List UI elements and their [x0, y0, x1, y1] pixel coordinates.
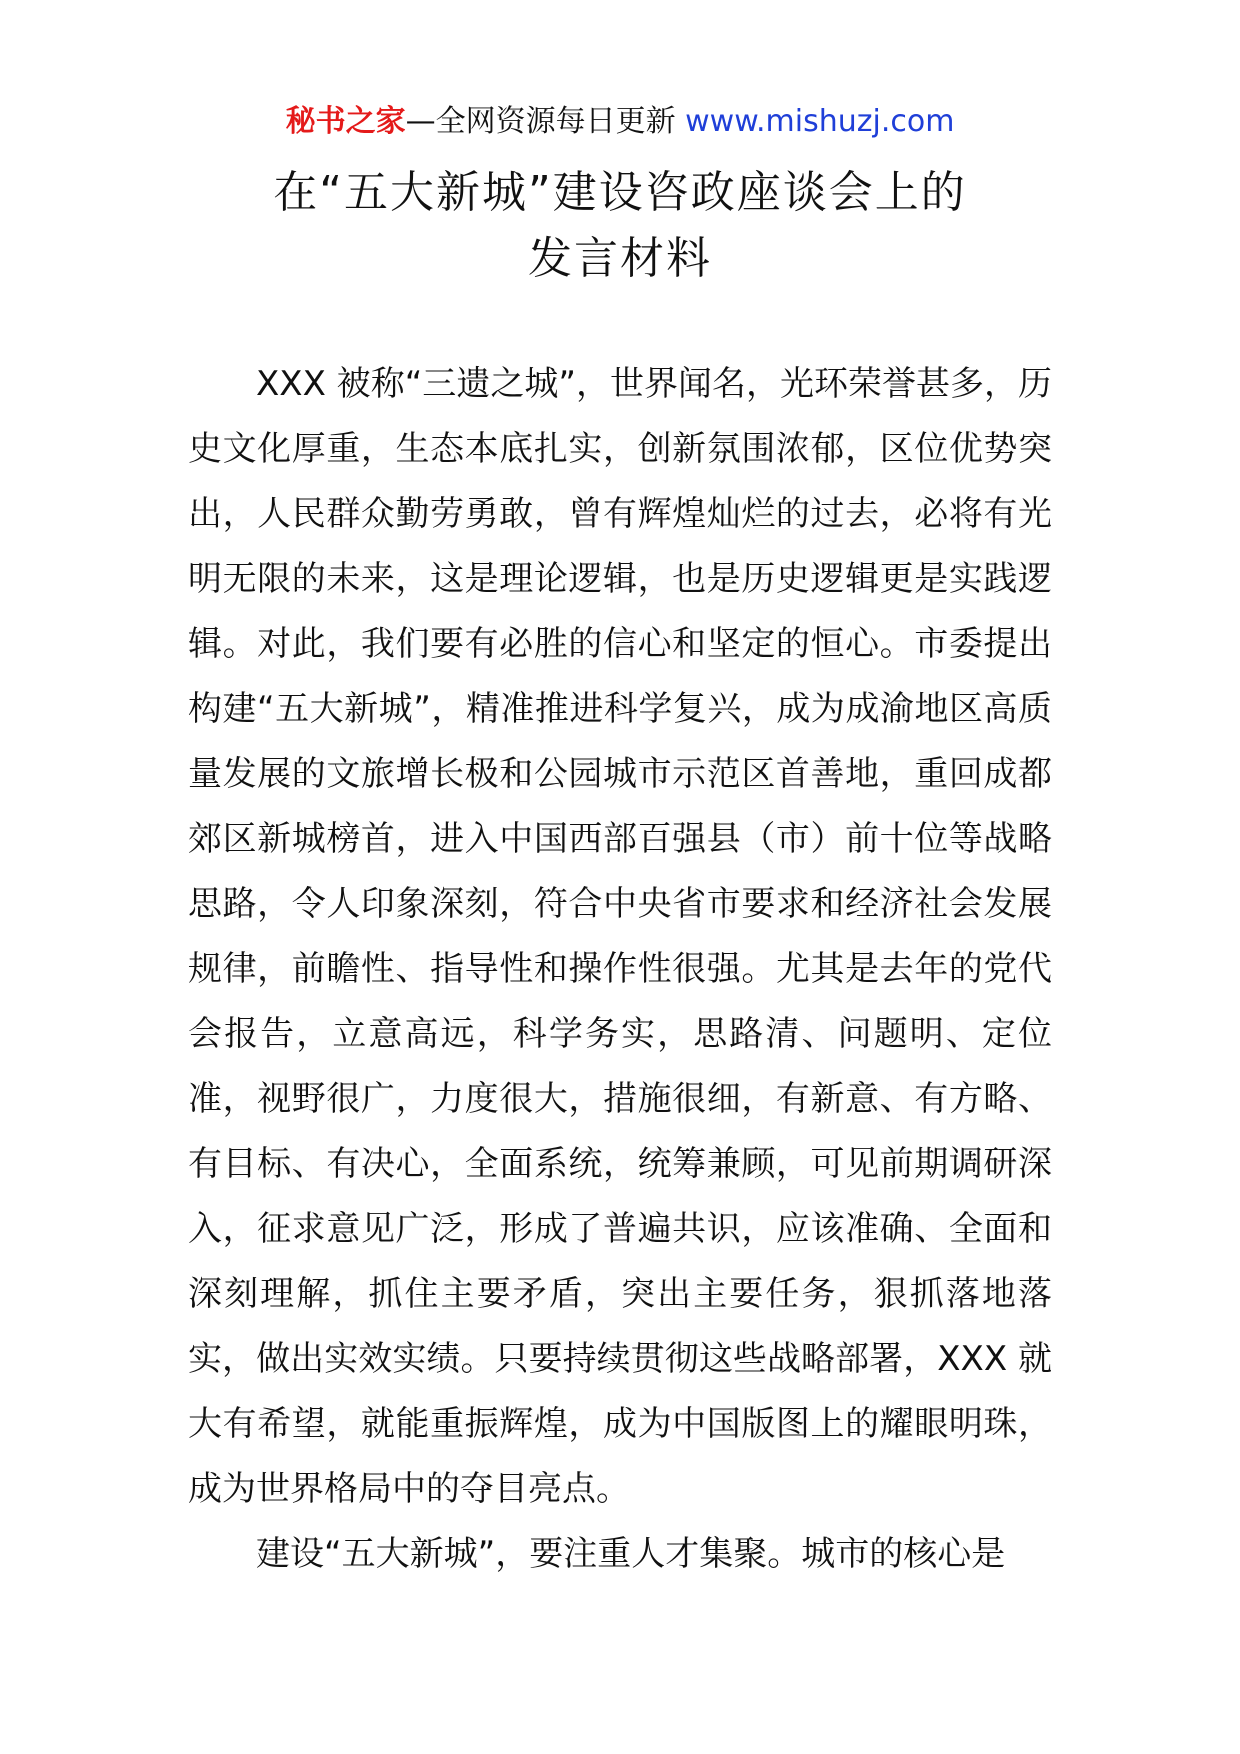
document-title: [0, 160, 1240, 292]
body-paragraph-2: 建设“五大新城”，要注重人才集聚。城市的核心是: [256, 1534, 1006, 1574]
document-body: [188, 352, 1052, 1587]
title-line-1: 在“五大新城”建设咨政座谈会上的: [273, 167, 967, 218]
title-line-2: 发言材料: [528, 233, 712, 284]
site-tagline: —全网资源每日更新: [405, 104, 676, 139]
site-header: [0, 102, 1240, 142]
site-url-link[interactable]: www.mishuzj.com: [685, 104, 955, 139]
body-paragraph-1: XXX 被称“三遗之城”，世界闻名，光环荣誉甚多，历史文化厚重，生态本底扎实，创新氛围浓郁，区位优势突出，人民群众勤劳勇敢，曾有辉煌灿烂的过去，必将有光明无限的未来，这是理论逻辑，也是历史逻辑更是实践逻辑。对此，我们要有必胜的信心和坚定的恒心。市委提出构建“五大新城”，精准推进科学复兴，成为成渝地区高质量发展的文旅增长极和公园城市示范区首善地，重回成都郊区新城榜首，进入中国西部百强县（市）前十位等战略思路，令人印象深刻，符合中央省市要求和经济社会发展规律，前瞻性、指导性和操作性很强。尤其是去年的党代会报告，立意高远，科学务实，思路清、问题明、定位准，视野很广，力度很大，措施很细，有新意、有方略、有目标、有决心，全面系统，统筹兼顾，可见前期调研深入，征求意见广泛，形成了普遍共识，应该准确、全面和深刻理解，抓住主要矛盾，突出主要任务，狠抓落地落实，做出实效实绩。只要持续贯彻这些战略部署，XXX 就大有希望，就能重振辉煌，成为中国版图上的耀眼明珠，成为世界格局中的夺目亮点。: [188, 364, 1052, 1509]
site-brand: 秘书之家: [285, 104, 406, 139]
